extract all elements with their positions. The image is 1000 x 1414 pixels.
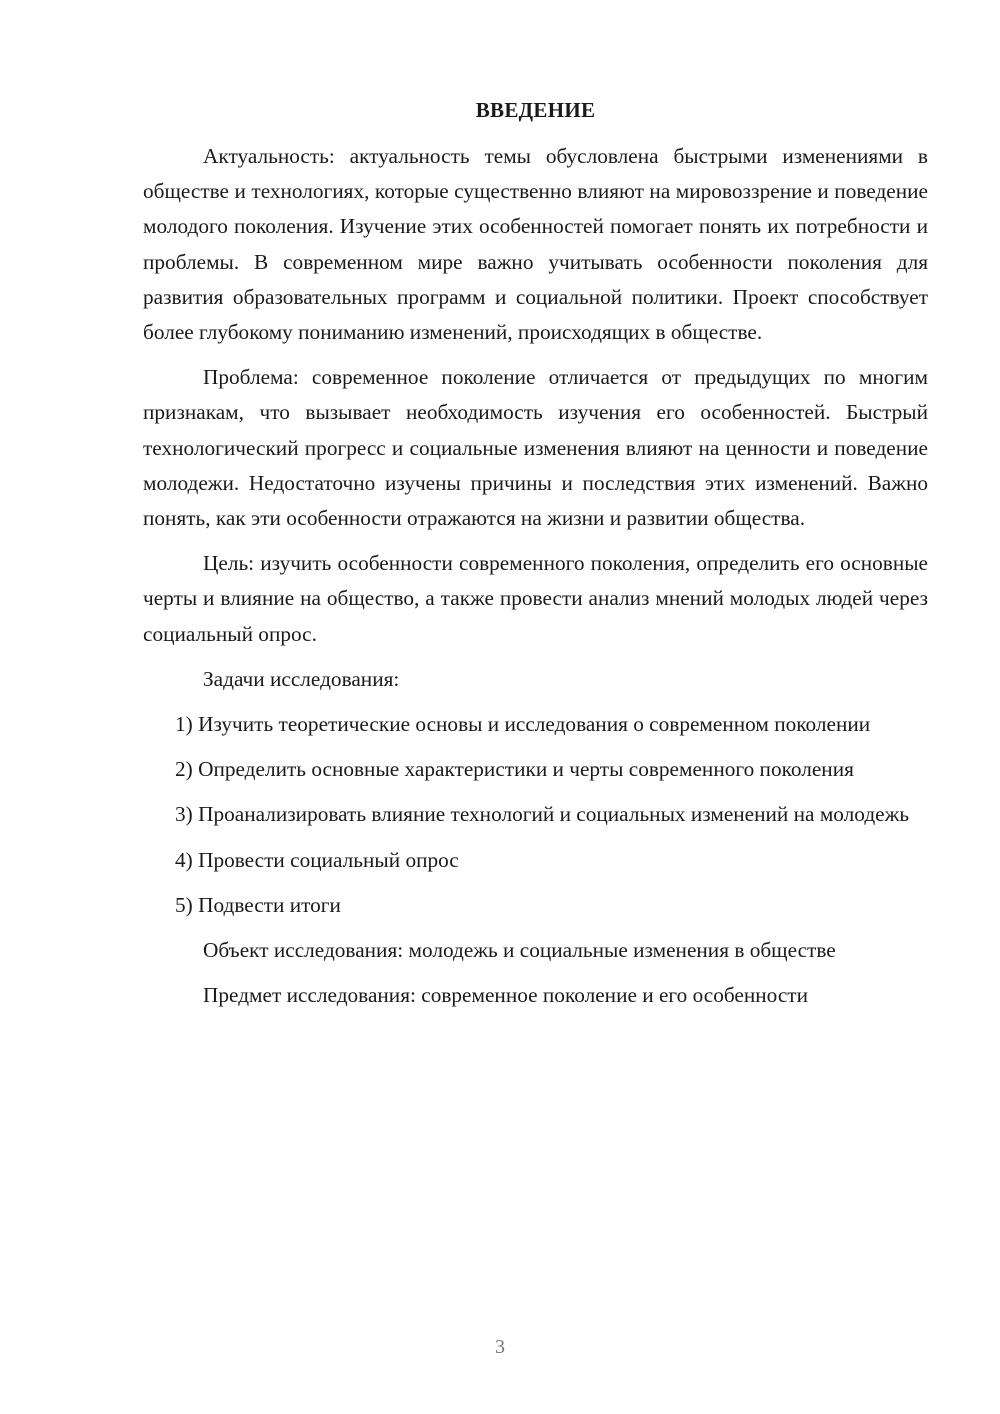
object-paragraph: Объект исследования: молодежь и социальные изменения в обществе [203,938,836,963]
task-item: 1) Изучить теоретические основы и исследования о современном поколении [175,712,871,737]
document-page [143,95,928,1023]
task-item: 3) Проанализировать влияние технологий и социальных изменений на молодежь [175,802,910,827]
task-item: 4) Провести социальный опрос [175,847,459,872]
goal-paragraph: Цель: изучить особенности современного поколения, определить его основные черты и влияние на общество, а также провести анализ мнений молодых людей через социальный опрос. [143,551,928,646]
tasks-heading: Задачи исследования: [203,666,400,691]
relevance-paragraph: Актуальность: актуальность темы обусловлена быстрыми изменениями в обществе и технологиях, которые существенно влияют на мировоззрение и поведение молодого поколения. Изучение этих особенностей помогает понять их потребности и проблемы. В современном мире важно учитывать особенности поколения для развития образовательных программ и социальной политики. Проект способствует более глубокому пониманию изменений, происходящих в обществе. [143,144,928,345]
problem-paragraph: Проблема: современное поколение отличается от предыдущих по многим признакам, что вызывает необходимость изучения его особенностей. Быстрый технологический прогресс и социальные изменения влияют на ценности и поведение молодежи. Недостаточно изучены причины и последствия этих изменений. Важно понять, как эти особенности отражаются на жизни и развитии общества. [143,365,928,531]
subject-paragraph: Предмет исследования: современное поколение и его особенности [203,983,809,1008]
document-title: ВВЕДЕНИЕ [475,98,596,122]
page-number: 3 [495,1336,505,1358]
task-item: 2) Определить основные характеристики и черты современного поколения [175,757,854,782]
task-item: 5) Подвести итоги [175,892,341,917]
